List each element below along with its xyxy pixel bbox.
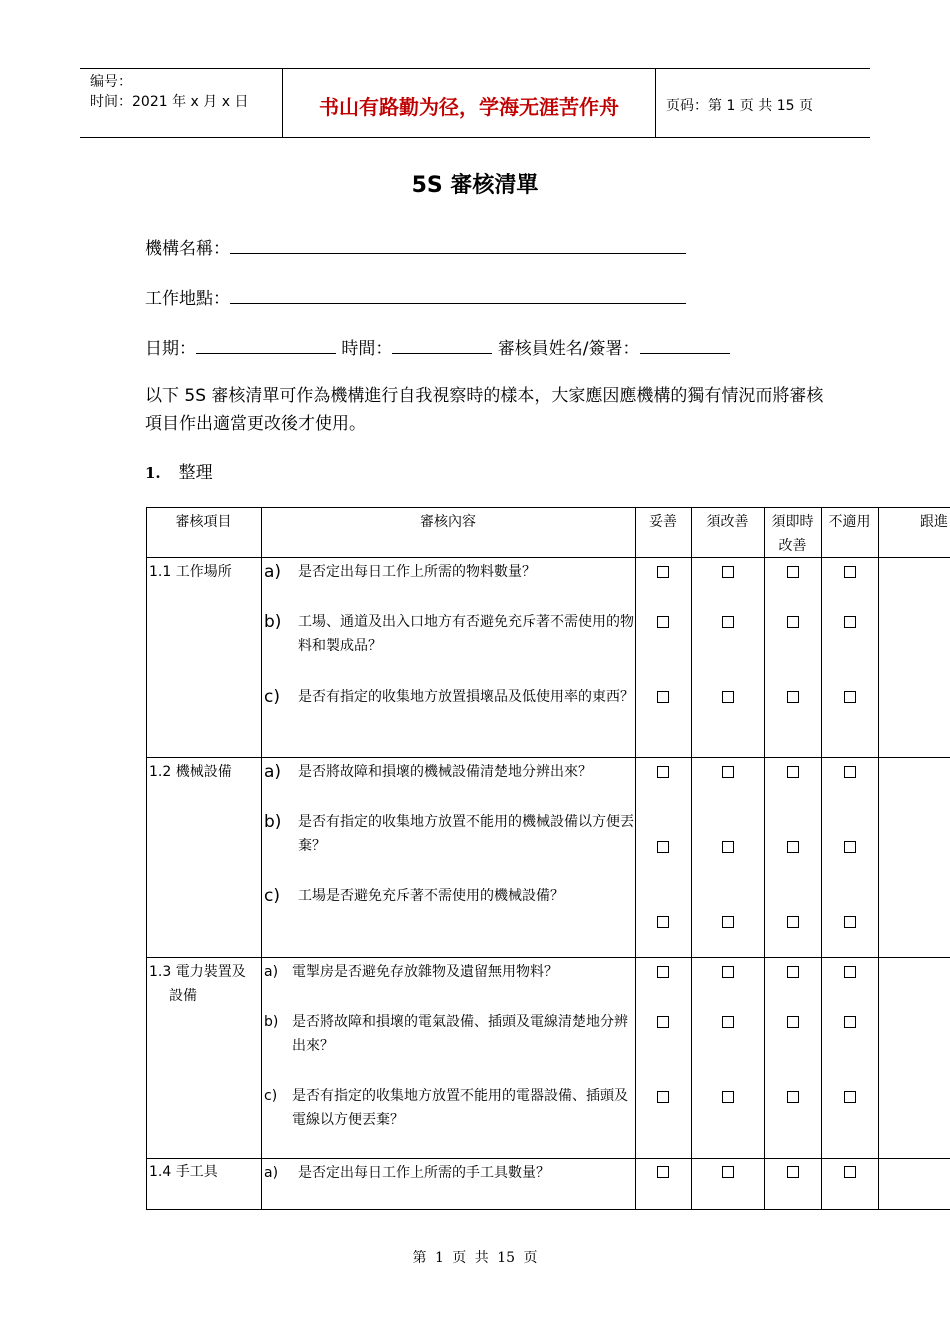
category-1-3-line1: 1.3 電力裝置及 (149, 964, 246, 980)
checkbox-na[interactable] (844, 1166, 856, 1178)
checkbox-immediate[interactable] (787, 1091, 799, 1103)
audit-item (264, 810, 636, 858)
item-label: a) (264, 762, 282, 782)
checkbox-good[interactable] (657, 766, 669, 778)
item-label: a) (264, 964, 279, 980)
org-name-field (145, 234, 686, 259)
col-header-na: 不適用 (828, 514, 871, 530)
audit-item (264, 960, 636, 984)
number-label: 编号： (90, 74, 132, 90)
checkbox-immediate[interactable] (787, 616, 799, 628)
item-text: 是否定出每日工作上所需的手工具數量？ (298, 1165, 550, 1181)
section-title: 整理 (178, 463, 213, 483)
document-header (80, 68, 870, 138)
checkbox-immediate[interactable] (787, 841, 799, 853)
checkbox-na[interactable] (844, 616, 856, 628)
checkbox-improve[interactable] (722, 691, 734, 703)
page-title: 5S 審核清單 (411, 173, 539, 198)
category-1-4: 1.4 手工具 (149, 1164, 218, 1180)
audit-item (264, 685, 636, 709)
checkbox-good[interactable] (657, 691, 669, 703)
checkbox-immediate[interactable] (787, 916, 799, 928)
table-col-line (764, 507, 765, 1210)
audit-item (264, 760, 636, 784)
item-label: c) (264, 886, 280, 906)
category-1-3-line2: 設備 (169, 988, 197, 1004)
item-text: 是否有指定的收集地方放置損壞品及低使用率的東西？ (298, 689, 634, 705)
table-col-line (691, 507, 692, 1210)
table-row-divider (146, 757, 950, 758)
audit-item (264, 1010, 636, 1058)
checkbox-good[interactable] (657, 1091, 669, 1103)
header-slogan-cell (283, 69, 656, 137)
item-label: c) (264, 687, 280, 707)
checkbox-good[interactable] (657, 1166, 669, 1178)
checkbox-na[interactable] (844, 1016, 856, 1028)
checkbox-na[interactable] (844, 966, 856, 978)
checkbox-improve[interactable] (722, 966, 734, 978)
category-1-2: 1.2 機械設備 (149, 764, 232, 780)
section-number: 1. (145, 464, 161, 482)
audit-item (264, 1084, 636, 1132)
audit-item (264, 1161, 636, 1185)
table-col-line (146, 507, 147, 1210)
work-location-field (145, 284, 686, 309)
audit-item (264, 610, 636, 658)
checkbox-na[interactable] (844, 766, 856, 778)
checkbox-immediate[interactable] (787, 566, 799, 578)
checkbox-improve[interactable] (722, 1016, 734, 1028)
item-text: 是否定出每日工作上所需的物料數量？ (298, 564, 536, 580)
page-footer: 第 1 页 共 15 页 (412, 1250, 538, 1266)
item-label: a) (264, 1165, 279, 1181)
checkbox-improve[interactable] (722, 766, 734, 778)
intro-paragraph: 以下 5S 審核清單可作為機構進行自我視察時的樣本，大家應因應機構的獨有情況而將審核項目作出適當更改後才使用。 (145, 386, 824, 434)
audit-item (264, 560, 636, 584)
checkbox-immediate[interactable] (787, 966, 799, 978)
checkbox-na[interactable] (844, 566, 856, 578)
checkbox-immediate[interactable] (787, 691, 799, 703)
table-col-line (261, 507, 262, 1210)
checkbox-na[interactable] (844, 691, 856, 703)
col-header-immediate-line2: 改善 (778, 538, 807, 554)
checkbox-good[interactable] (657, 916, 669, 928)
auditor-label: 審核員姓名/簽署： (497, 339, 640, 359)
date-label: 时间：2021 年 x 月 x 日 (90, 94, 249, 110)
item-label: b) (264, 612, 282, 632)
table-border-top (146, 507, 950, 508)
col-header-immediate-line1: 須即時 (771, 514, 814, 530)
checkbox-improve[interactable] (722, 566, 734, 578)
item-text: 是否有指定的收集地方放置不能用的電器設備、插頭及電線以方便丟棄？ (292, 1088, 628, 1128)
category-1-3 (149, 960, 261, 1008)
date-blank[interactable] (196, 336, 336, 354)
auditor-blank[interactable] (640, 336, 730, 354)
page-label: 页码：第 1 页 共 15 页 (666, 98, 813, 114)
header-meta-cell (80, 69, 283, 137)
checkbox-immediate[interactable] (787, 1166, 799, 1178)
header-page-cell (656, 69, 870, 137)
date-time-auditor-row (145, 334, 730, 359)
date-label-field: 日期： (145, 339, 196, 359)
item-text: 是否將故障和損壞的電氣設備、插頭及電線清楚地分辨出來？ (292, 1014, 628, 1054)
checkbox-improve[interactable] (722, 1166, 734, 1178)
checkbox-na[interactable] (844, 841, 856, 853)
work-location-label: 工作地點： (145, 289, 230, 309)
checkbox-good[interactable] (657, 841, 669, 853)
slogan: 书山有路勤为径，学海无涯苦作舟 (319, 95, 619, 119)
col-header-follow: 跟進 (920, 514, 948, 530)
checkbox-improve[interactable] (722, 616, 734, 628)
table-row-divider (146, 1158, 950, 1159)
item-text: 是否將故障和損壞的機械設備清楚地分辨出來？ (298, 764, 592, 780)
org-name-blank[interactable] (230, 236, 686, 254)
col-header-immediate (764, 510, 821, 558)
checkbox-immediate[interactable] (787, 1016, 799, 1028)
table-row-divider (146, 957, 950, 958)
col-header-content: 審核內容 (420, 514, 476, 530)
checkbox-improve[interactable] (722, 1091, 734, 1103)
table-col-line (878, 507, 879, 1210)
checkbox-improve[interactable] (722, 916, 734, 928)
checkbox-immediate[interactable] (787, 766, 799, 778)
time-label: 時間： (341, 339, 393, 359)
item-text: 工場、通道及出入口地方有否避免充斥著不需使用的物料和製成品？ (298, 614, 634, 654)
audit-item (264, 884, 636, 908)
col-header-item: 審核項目 (175, 514, 232, 530)
category-1-1: 1.1 工作場所 (149, 564, 232, 580)
table-header-divider (146, 557, 950, 558)
item-text: 電掣房是否避免存放雜物及遺留無用物料？ (292, 964, 558, 980)
checkbox-good[interactable] (657, 966, 669, 978)
item-text: 工場是否避免充斥著不需使用的機械設備？ (298, 888, 564, 904)
checkbox-na[interactable] (844, 916, 856, 928)
org-name-label: 機構名稱： (145, 239, 230, 259)
item-label: b) (264, 1014, 279, 1030)
work-location-blank[interactable] (230, 286, 686, 304)
col-header-good: 妥善 (649, 514, 677, 530)
time-blank[interactable] (392, 336, 492, 354)
table-col-line (821, 507, 822, 1210)
item-label: a) (264, 562, 282, 582)
checkbox-good[interactable] (657, 616, 669, 628)
col-header-improve: 須改善 (706, 514, 749, 530)
section-heading (145, 458, 213, 483)
checkbox-good[interactable] (657, 566, 669, 578)
item-text: 是否有指定的收集地方放置不能用的機械設備以方便丟棄？ (298, 814, 634, 854)
item-label: b) (264, 812, 282, 832)
table-border-bottom (146, 1209, 950, 1210)
checkbox-na[interactable] (844, 1091, 856, 1103)
item-label: c) (264, 1088, 278, 1104)
checkbox-improve[interactable] (722, 841, 734, 853)
checkbox-good[interactable] (657, 1016, 669, 1028)
